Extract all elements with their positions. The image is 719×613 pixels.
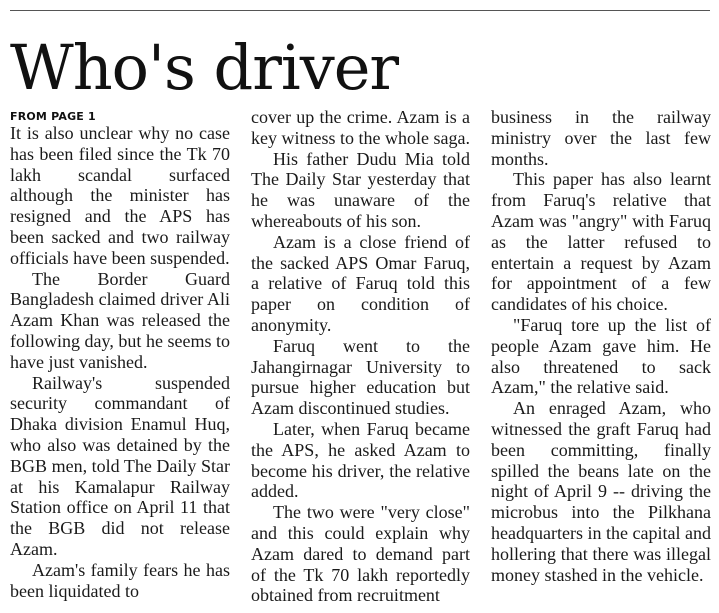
paragraph: business in the railway ministry over the last few months. (491, 107, 711, 169)
paragraph: Azam is a close friend of the sacked APS Omar Faruq, a relative of Faruq told this paper on condition of anonymity. (251, 231, 470, 335)
paragraph: "Faruq tore up the list of people Azam gave him. He also threatened to sack Azam," the relative said. (491, 314, 711, 398)
continuation-kicker: FROM PAGE 1 (10, 110, 96, 123)
paragraph: His father Dudu Mia told The Daily Star yesterday that he was unaware of the whereabouts of his son. (251, 148, 470, 231)
paragraph: Faruq went to the Jahangirnagar University to pursue higher education but Azam discontinued studies. (251, 335, 470, 419)
paragraph: An enraged Azam, who witnessed the graft Faruq had been committing, finally spilled the beans late on the night of April 9 -- driving the microbus into the Pilkhana headquarters in the capital and hollering that there was illegal money stashed in the vehicle. (491, 398, 711, 585)
top-rule (10, 10, 710, 11)
paragraph: Later, when Faruq became the APS, he asked Azam to become his driver, the relative added. (251, 418, 470, 502)
paragraph: cover up the crime. Azam is a key witness to the whole saga. (251, 107, 470, 148)
paragraph: The two were "very close" and this could explain why Azam dared to demand part of the Tk 70 lakh reportedly obtained from recruitment (251, 502, 470, 606)
paragraph: It is also unclear why no case has been filed since the Tk 70 lakh scandal surfaced although the minister has resigned and the APS has been sacked and two railway officials have been suspended. (10, 123, 230, 268)
article-column-2 (251, 107, 470, 606)
headline: Who's driver (10, 31, 399, 104)
paragraph: Railway's suspended security commandant of Dhaka division Enamul Huq, who also was detained by the BGB men, told The Daily Star at his Kamalapur Railway Station office on April 11 that the BGB did not release Azam. (10, 372, 230, 559)
paragraph: This paper has also learnt from Faruq's relative that Azam was "angry" with Faruq as the latter refused to entertain a request by Azam for appointment of a few candidates of his choice. (491, 169, 711, 315)
article-column-3 (491, 107, 711, 585)
paragraph: Azam's family fears he has been liquidated to (10, 559, 230, 601)
article-column-1 (10, 123, 230, 601)
paragraph: The Border Guard Bangladesh claimed driver Ali Azam Khan was released the following day, but he seems to have just vanished. (10, 268, 230, 372)
